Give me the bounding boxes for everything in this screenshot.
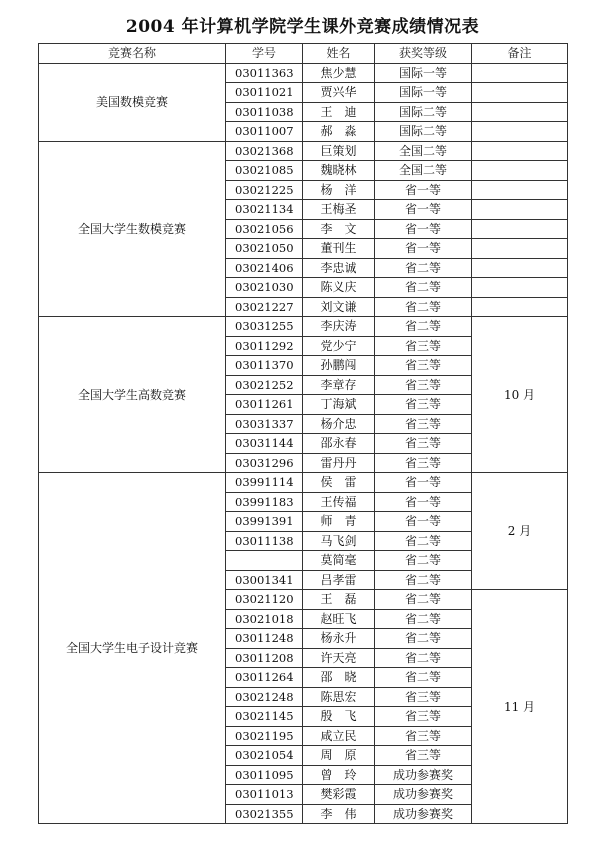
award-level-cell: 省一等 [375, 200, 472, 220]
award-level-cell: 省二等 [375, 278, 472, 298]
award-level-cell: 省二等 [375, 609, 472, 629]
student-id-cell: 03021355 [226, 804, 303, 824]
award-level-cell: 省二等 [375, 629, 472, 649]
student-id-cell: 03011292 [226, 336, 303, 356]
award-level-cell: 省二等 [375, 297, 472, 317]
student-name-cell: 樊彩霞 [303, 785, 375, 805]
student-id-cell: 03021195 [226, 726, 303, 746]
student-name-cell: 李 伟 [303, 804, 375, 824]
student-id-cell: 03031144 [226, 434, 303, 454]
award-level-cell: 省三等 [375, 375, 472, 395]
student-id-cell: 03991114 [226, 473, 303, 493]
student-name-cell: 咸立民 [303, 726, 375, 746]
note-cell [472, 122, 568, 142]
student-name-cell: 雷丹丹 [303, 453, 375, 473]
award-level-cell: 省三等 [375, 395, 472, 415]
award-level-cell: 成功参赛奖 [375, 804, 472, 824]
student-name-cell: 周 原 [303, 746, 375, 766]
student-name-cell: 丁海斌 [303, 395, 375, 415]
student-id-cell: 03011095 [226, 765, 303, 785]
award-level-cell: 省三等 [375, 414, 472, 434]
student-name-cell: 杨介忠 [303, 414, 375, 434]
note-cell: 11 月 [472, 590, 568, 824]
student-id-cell: 03021054 [226, 746, 303, 766]
award-level-cell: 国际二等 [375, 102, 472, 122]
note-cell [472, 63, 568, 83]
page-title: 2004 年计算机学院学生课外竞赛成绩情况表 [125, 17, 480, 37]
competition-name-cell: 全国大学生高数竞赛 [39, 317, 226, 473]
table-row [39, 473, 568, 493]
student-name-cell: 李庆涛 [303, 317, 375, 337]
student-id-cell: 03011013 [226, 785, 303, 805]
note-cell [472, 278, 568, 298]
note-cell [472, 200, 568, 220]
award-level-cell: 省一等 [375, 512, 472, 532]
note-cell: 10 月 [472, 317, 568, 473]
student-id-cell: 03021056 [226, 219, 303, 239]
award-level-cell: 省一等 [375, 180, 472, 200]
note-cell [472, 102, 568, 122]
student-id-cell: 03021368 [226, 141, 303, 161]
award-level-cell: 省一等 [375, 219, 472, 239]
table-row [39, 63, 568, 83]
student-id-cell: 03021120 [226, 590, 303, 610]
student-name-cell: 邵永春 [303, 434, 375, 454]
student-name-cell: 殷 飞 [303, 707, 375, 727]
header-row [39, 44, 568, 64]
student-id-cell: 03991391 [226, 512, 303, 532]
student-id-cell: 03021145 [226, 707, 303, 727]
student-id-cell: 03011264 [226, 668, 303, 688]
award-level-cell: 省三等 [375, 746, 472, 766]
student-name-cell: 邵 晓 [303, 668, 375, 688]
award-level-cell: 国际二等 [375, 122, 472, 142]
student-name-cell: 莫简毫 [303, 551, 375, 571]
student-id-cell: 03021050 [226, 239, 303, 259]
student-name-cell: 刘文谦 [303, 297, 375, 317]
student-name-cell: 侯 雷 [303, 473, 375, 493]
student-name-cell: 焦少慧 [303, 63, 375, 83]
student-name-cell: 李章存 [303, 375, 375, 395]
award-level-cell: 省三等 [375, 434, 472, 454]
student-id-cell: 03011363 [226, 63, 303, 83]
award-level-cell: 国际一等 [375, 63, 472, 83]
award-level-cell: 省二等 [375, 258, 472, 278]
competition-name-cell: 美国数模竞赛 [39, 63, 226, 141]
student-id-cell: 03011208 [226, 648, 303, 668]
award-level-cell: 省二等 [375, 317, 472, 337]
table-row [39, 141, 568, 161]
student-name-cell: 马飞剑 [303, 531, 375, 551]
student-id-cell: 03011261 [226, 395, 303, 415]
student-id-cell: 03021030 [226, 278, 303, 298]
student-id-cell: 03991183 [226, 492, 303, 512]
competition-name-cell: 全国大学生数模竞赛 [39, 141, 226, 317]
student-id-cell: 03021227 [226, 297, 303, 317]
award-level-cell: 省二等 [375, 531, 472, 551]
award-level-cell: 省一等 [375, 492, 472, 512]
student-name-cell: 杨 洋 [303, 180, 375, 200]
header-name: 姓名 [303, 44, 375, 64]
award-level-cell: 省一等 [375, 473, 472, 493]
award-level-cell: 省三等 [375, 687, 472, 707]
award-level-cell: 成功参赛奖 [375, 765, 472, 785]
student-id-cell: 03011248 [226, 629, 303, 649]
student-name-cell: 孙鹏闯 [303, 356, 375, 376]
student-name-cell: 赵旺飞 [303, 609, 375, 629]
student-name-cell: 曾 玲 [303, 765, 375, 785]
student-name-cell: 吕孝雷 [303, 570, 375, 590]
student-name-cell: 王 磊 [303, 590, 375, 610]
competition-results-table [38, 43, 568, 824]
student-id-cell: 03031337 [226, 414, 303, 434]
student-id-cell: 03021225 [226, 180, 303, 200]
header-competition: 竞赛名称 [39, 44, 226, 64]
award-level-cell: 省二等 [375, 648, 472, 668]
note-cell [472, 180, 568, 200]
award-level-cell: 省二等 [375, 570, 472, 590]
student-id-cell: 03011007 [226, 122, 303, 142]
student-id-cell: 03011038 [226, 102, 303, 122]
student-id-cell: 03021085 [226, 161, 303, 181]
student-name-cell: 王传福 [303, 492, 375, 512]
student-id-cell: 03001341 [226, 570, 303, 590]
student-id-cell: 03021252 [226, 375, 303, 395]
header-note: 备注 [472, 44, 568, 64]
student-id-cell: 03021248 [226, 687, 303, 707]
award-level-cell: 省二等 [375, 668, 472, 688]
student-name-cell: 李忠诚 [303, 258, 375, 278]
note-cell [472, 83, 568, 103]
student-name-cell: 王梅圣 [303, 200, 375, 220]
student-id-cell [226, 551, 303, 571]
student-id-cell: 03011370 [226, 356, 303, 376]
student-name-cell: 董刊生 [303, 239, 375, 259]
note-cell [472, 297, 568, 317]
student-name-cell: 陈思宏 [303, 687, 375, 707]
competition-name-cell: 全国大学生电子设计竞赛 [39, 473, 226, 824]
student-id-cell: 03021018 [226, 609, 303, 629]
student-id-cell: 03021406 [226, 258, 303, 278]
student-name-cell: 杨永升 [303, 629, 375, 649]
note-cell: 2 月 [472, 473, 568, 590]
student-name-cell: 李 文 [303, 219, 375, 239]
note-cell [472, 141, 568, 161]
student-id-cell: 03011021 [226, 83, 303, 103]
student-name-cell: 郝 淼 [303, 122, 375, 142]
student-id-cell: 03021134 [226, 200, 303, 220]
note-cell [472, 258, 568, 278]
table-row [39, 317, 568, 337]
student-name-cell: 师 青 [303, 512, 375, 532]
header-student-id: 学号 [226, 44, 303, 64]
student-name-cell: 巨策划 [303, 141, 375, 161]
student-name-cell: 贾兴华 [303, 83, 375, 103]
award-level-cell: 全国二等 [375, 141, 472, 161]
award-level-cell: 省三等 [375, 726, 472, 746]
award-level-cell: 省三等 [375, 356, 472, 376]
student-name-cell: 王 迪 [303, 102, 375, 122]
student-name-cell: 陈义庆 [303, 278, 375, 298]
note-cell [472, 219, 568, 239]
award-level-cell: 省一等 [375, 239, 472, 259]
award-level-cell: 省二等 [375, 551, 472, 571]
student-name-cell: 许天亮 [303, 648, 375, 668]
student-id-cell: 03031296 [226, 453, 303, 473]
header-award: 获奖等级 [375, 44, 472, 64]
award-level-cell: 省二等 [375, 590, 472, 610]
award-level-cell: 省三等 [375, 336, 472, 356]
award-level-cell: 国际一等 [375, 83, 472, 103]
student-name-cell: 魏晓林 [303, 161, 375, 181]
student-id-cell: 03031255 [226, 317, 303, 337]
note-cell [472, 161, 568, 181]
student-id-cell: 03011138 [226, 531, 303, 551]
note-cell [472, 239, 568, 259]
award-level-cell: 全国二等 [375, 161, 472, 181]
student-name-cell: 党少宁 [303, 336, 375, 356]
award-level-cell: 省三等 [375, 707, 472, 727]
award-level-cell: 成功参赛奖 [375, 785, 472, 805]
award-level-cell: 省三等 [375, 453, 472, 473]
